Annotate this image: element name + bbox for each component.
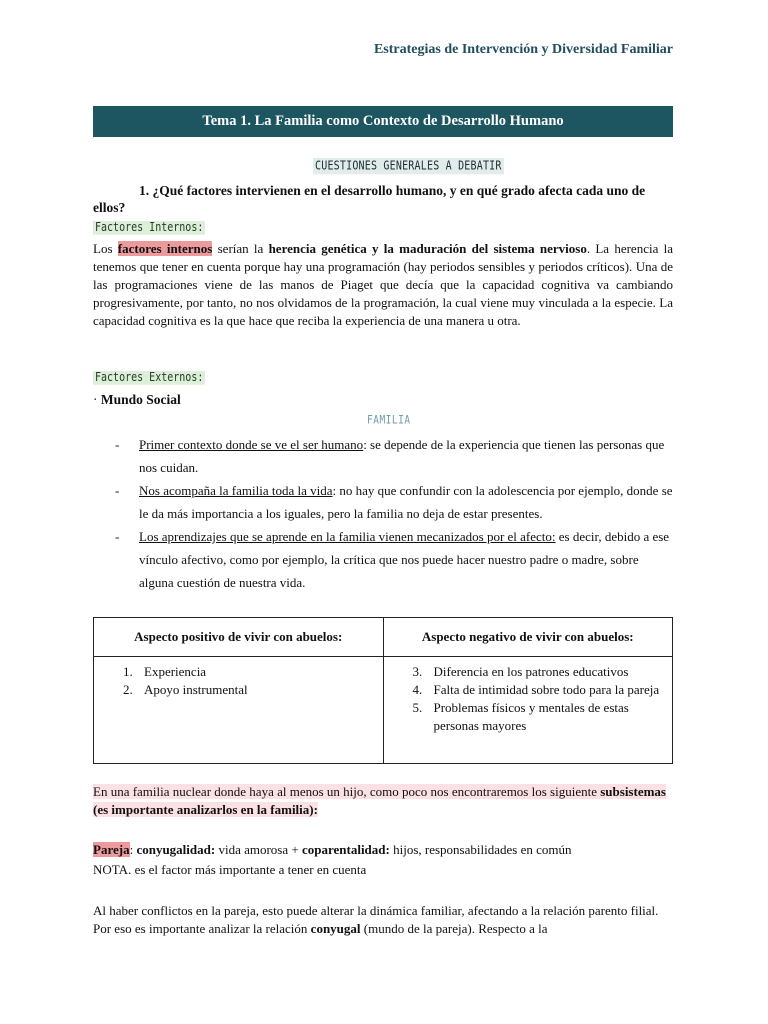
text-run: es decir, debido a ese vínculo afectivo, como por ejemplo, la crítica que nos puede hacer nuestro padre o madre, sobre alguna cuestión de nuestra vida. xyxy=(139,529,670,590)
text-run: Los xyxy=(93,241,118,256)
text-run: : xyxy=(129,842,137,857)
list-item: 1. Experiencia xyxy=(136,663,375,681)
bullet-dot: · xyxy=(93,392,101,407)
positive-header: Aspecto positivo de vivir con abuelos: xyxy=(94,618,384,657)
factores-externos-label: Factores Externos: xyxy=(95,371,204,385)
nota-line: NOTA. es el factor más importante a tener en cuenta xyxy=(93,862,367,877)
underlined-text: Primer contexto donde se ve el ser humano xyxy=(139,437,364,452)
text-run: (mundo de la pareja). Respecto a la xyxy=(360,921,548,936)
negative-header: Aspecto negativo de vivir con abuelos: xyxy=(383,618,673,657)
bold-herencia: herencia genética y la maduración del sistema nervioso xyxy=(268,241,587,256)
highlighted-text: En una familia nuclear donde haya al menos un hijo, como poco nos encontraremos los siguiente xyxy=(93,784,601,799)
list-item: 2. Apoyo instrumental xyxy=(136,681,375,699)
negative-cell xyxy=(383,657,673,764)
text-run: vida amorosa + xyxy=(215,842,302,857)
mundo-social-text: Mundo Social xyxy=(100,392,181,407)
familia-bullet-list xyxy=(115,433,675,594)
text-run: : se depende de la experiencia que tienen las personas que nos cuidan. xyxy=(139,437,665,475)
text-run: : no hay que confundir con la adolescencia por ejemplo, donde se le da más importancia a los iguales, pero la familia no deja de estar presentes. xyxy=(139,483,673,521)
factores-internos-paragraph xyxy=(93,240,673,330)
bold-conyugalidad: conyugalidad: xyxy=(136,842,216,857)
topic-banner-title: Tema 1. La Familia como Contexto de Desarrollo Humano xyxy=(202,113,564,129)
list-item xyxy=(115,479,675,525)
factores-internos-label: Factores Internos: xyxy=(95,221,204,235)
list-item: 5. Problemas físicos y mentales de estas personas mayores xyxy=(426,699,665,735)
underlined-text: Los aprendizajes que se aprende en la familia vienen mecanizados por el afecto: xyxy=(139,529,556,544)
negative-list xyxy=(392,663,665,735)
question-heading xyxy=(93,182,673,216)
topic-banner xyxy=(93,106,673,137)
dash-marker: - xyxy=(115,483,120,498)
highlight-factores-internos: factores internos xyxy=(117,241,213,256)
dash-marker: - xyxy=(115,437,120,452)
conflictos-paragraph xyxy=(93,902,673,938)
section-subheading: CUESTIONES GENERALES A DEBATIR xyxy=(315,159,502,173)
text-run: serían la xyxy=(212,241,269,256)
highlight-pareja: Pareja xyxy=(93,842,130,857)
text-run: Al haber conflictos en la pareja, esto puede alterar la dinámica familiar, afectando a la relación parento filial. Por eso es importante analizar la relación xyxy=(93,903,659,936)
text-run: . La herencia la tenemos que tener en cuenta porque hay una programación (hay periodos sensibles y periodos críticos). Una de las programaciones viene de las manos de Piaget que decía que la capacidad cognitiva va cambiando progresivamente, por tanto, no nos olvidamos de la programación, la cual viene muy vinculada a la especie. La capacidad cognitiva es la que hace que reciba la experiencia de una manera u otra. xyxy=(93,241,674,328)
question-text: 1. ¿Qué factores intervienen en el desarrollo humano, y en qué grado afecta cada uno de ellos? xyxy=(93,183,646,215)
bold-coparentalidad: coparentalidad: xyxy=(301,842,390,857)
abuelos-table xyxy=(93,617,673,764)
list-item xyxy=(115,433,675,479)
list-item xyxy=(115,525,675,594)
mundo-social-item xyxy=(93,392,181,408)
pareja-paragraph xyxy=(93,841,673,879)
list-item: 3. Diferencia en los patrones educativos xyxy=(426,663,665,681)
bold-conyugal: conyugal xyxy=(310,921,361,936)
familia-label: FAMILIA xyxy=(367,414,411,428)
document-header-title: Estrategias de Intervención y Diversidad Familiar xyxy=(373,42,673,57)
text-run: hijos, responsabilidades en común xyxy=(389,842,572,857)
underlined-text: Nos acompaña la familia toda la vida xyxy=(139,483,333,498)
highlighted-bold-text: subsistemas (es importante analizarlos en la familia): xyxy=(93,784,666,817)
familia-nuclear-paragraph xyxy=(93,783,673,819)
list-item: 4. Falta de intimidad sobre todo para la pareja xyxy=(426,681,665,699)
dash-marker: - xyxy=(115,529,120,544)
positive-list xyxy=(102,663,375,699)
positive-cell xyxy=(94,657,384,764)
